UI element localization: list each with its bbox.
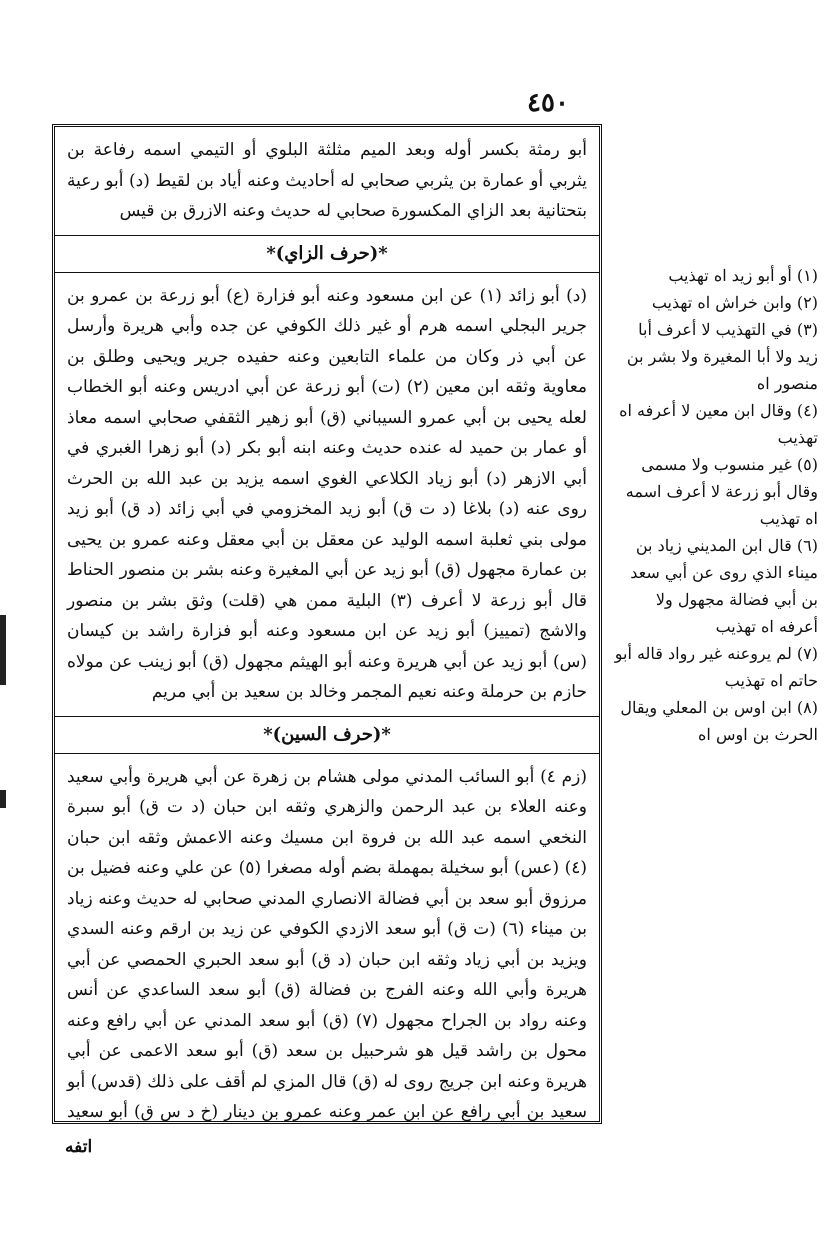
- scan-edge-mark: [0, 615, 6, 685]
- marginal-note: (٢) وابن خراش اه تهذيب: [651, 293, 818, 312]
- marginal-note: (٦) قال ابن المديني زياد بن ميناء الذي روى عن أبي سعد بن أبي فضالة مجهول ولا أعرفه اه تهذيب: [630, 536, 818, 636]
- intro-paragraph: أبو رمثة بكسر أوله وبعد الميم مثلثة البلوي أو التيمي اسمه رفاعة بن يثربي أو عمارة بن يثربي صحابي له أحاديث وعنه أياد بن لقيط (د) أبو رعية بتحتانية بعد الزاي المكسورة صحابي له حديث وعنه الازرق بن قيس: [67, 140, 587, 221]
- section-header-zay: *(حرف الزاي)*: [55, 235, 599, 273]
- marginal-note: (٤) وقال ابن معين لا أعرفه اه تهذيب: [619, 401, 818, 447]
- main-text-frame: [52, 124, 602, 1124]
- marginal-note: (٧) لم يروعنه غير رواد قاله أبو حاتم اه تهذيب: [614, 644, 818, 690]
- marginal-note: (٣) في التهذيب لا أعرف أبا زيد ولا أبا المغيرة ولا بشر بن منصور اه: [626, 320, 818, 393]
- section-text-sin: (زم ٤) أبو السائب المدني مولى هشام بن زهرة عن أبي هريرة وأبي سعيد وعنه العلاء بن عبد الرحمن والزهري وثقه ابن حبان (د ت ق) أبو سبرة النخعي اسمه عبد الله بن فروة ابن مسيك وعنه الاعمش وثقه ابن حبان (٤) (عس) أبو سخيلة بمهملة بضم أوله مصغرا (٥) عن علي وعنه فضيل بن مرزوق أبو سعد بن أبي فضالة الانصاري المدني صحابي له حديث وعنه زياد بن ميناء (٦) (ت ق) أبو سعد الازدي الكوفي عن زيد بن ارقم وعنه السدي ويزيد بن أبي زياد وثقه ابن حبان (د ق) أبو سعد الحبري الحمصي عن أبي هريرة وأبي الله وعنه الفرج بن فضالة (ق) أبو سعد الساعدي عن أنس وعنه رواد بن الجراح مجهول (٧) (ق) أبو سعد المدني عن أبي رافع وعنه محول بن راشد قيل هو شرحبيل بن سعد (ق) أبو سعد الاعمى عن أبي هريرة وعنه ابن جريج روى له (ق) قال المزي لم أقف على ذلك (قدس) أبو سعيد بن أبي رافع عن ابن عمر وعنه عمرو بن دينار (خ د س ق) أبو سعيد: [67, 766, 588, 1122]
- marginal-notes: [613, 262, 818, 748]
- catchword: اتفه: [65, 1137, 93, 1157]
- section-text-zay: (د) أبو زائد (١) عن ابن مسعود وعنه أبو فزارة (ع) أبو زرعة بن عمرو بن جرير البجلي اسمه هرم أو غير ذلك الكوفي عن جده وأبي هريرة وأرسل عن أبي ذر وكان من علماء التابعين وعنه حفيده جرير ويحيى وطلق بن معاوية وثقه ابن معين (٢) (ت) أبو زرعة عن أبي ادريس وعنه أبو الخطاب لعله يحيى بن أبي عمرو السيباني (ق) أبو زهير الثقفي صحابي اسمه معاذ أو عمار بن حميد له عنده حديث وعنه ابنه أبو بكر (د) أبو زهرا الغبري في أبي الازهر (د) أبو زياد الكلاعي الغوي اسمه يزيد بن عبد الله بن الحرث روى عنه (د) بلاغا (د ت ق) أبو زيد المخزومي في أبي زائد (د ق) أبو زيد مولى بني ثعلبة اسمه الوليد عن معقل بن أبي معقل وعنه عمرو بن يحيى بن عمارة مجهول (ق) أبو زيد عن أبي المغيرة وعنه بشر بن منصور الحناط قال أبو زرعة لا أعرف (٣) البلية ممن هي (قلت) وثق بشر بن منصور والاشج (تمييز) أبو زيد عن ابن مسعود وعنه أبو فزارة راشد بن كيسان (س) أبو زيد عن أبي هريرة وعنه أبو الهيثم مجهول (ق) أبو زينب عن مولاه حازم بن حرملة وعنه نعيم المجمر وخالد بن سعيد بن أبي مريم: [67, 285, 588, 702]
- marginal-note: (٥) غير منسوب ولا مسمى وقال أبو زرعة لا أعرف اسمه اه تهذيب: [625, 455, 818, 528]
- marginal-note: (٨) ابن اوس بن المعلي ويقال الحرث بن اوس اه: [620, 698, 818, 744]
- page-number: ٤٥٠: [527, 88, 569, 118]
- section-header-sin: *(حرف السين)*: [55, 716, 599, 754]
- scan-edge-mark: [0, 790, 6, 808]
- marginal-note: (١) أو أبو زيد اه تهذيب: [668, 266, 818, 285]
